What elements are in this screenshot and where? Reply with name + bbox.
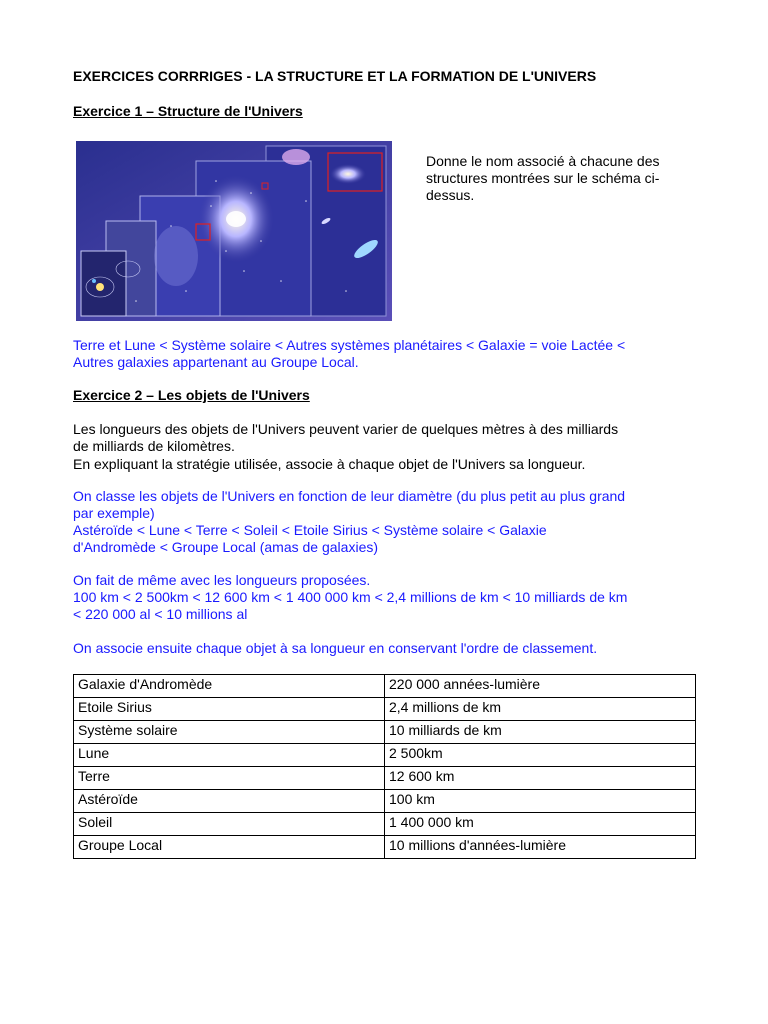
exercise-2-answer-2-line-1: On fait de même avec les longueurs proposées. bbox=[73, 572, 371, 588]
table-row bbox=[74, 675, 696, 698]
exercise-1-question-line-3: dessus. bbox=[426, 187, 475, 203]
object-name-cell: Terre bbox=[74, 767, 385, 790]
exercise-2-answer-1-line-4: d'Andromède < Groupe Local (amas de galaxies) bbox=[73, 539, 379, 555]
exercise-1-answer-line-2: Autres galaxies appartenant au Groupe Local. bbox=[73, 354, 359, 370]
exercise-1-question-line-2: structures montrées sur le schéma ci- bbox=[426, 170, 660, 186]
object-length-cell: 12 600 km bbox=[385, 767, 696, 790]
exercise-2-intro-line-1: Les longueurs des objets de l'Univers peuvent varier de quelques mètres à des milliards bbox=[73, 421, 619, 437]
table-row bbox=[74, 721, 696, 744]
object-name-cell: Galaxie d'Andromède bbox=[74, 675, 385, 698]
object-name-cell: Soleil bbox=[74, 813, 385, 836]
object-length-cell: 100 km bbox=[385, 790, 696, 813]
table-row bbox=[74, 698, 696, 721]
object-length-cell: 2 500km bbox=[385, 744, 696, 767]
page-title: EXERCICES CORRRIGES - LA STRUCTURE ET LA FORMATION DE L'UNIVERS bbox=[73, 68, 597, 84]
object-length-cell: 1 400 000 km bbox=[385, 813, 696, 836]
object-length-table bbox=[73, 674, 696, 859]
exercise-2-heading: Exercice 2 – Les objets de l'Univers bbox=[73, 387, 310, 403]
exercise-2-intro-line-3: En expliquant la stratégie utilisée, associe à chaque objet de l'Univers sa longueur. bbox=[73, 456, 586, 472]
exercise-2-answer-2-line-3: < 220 000 al < 10 millions al bbox=[73, 606, 248, 622]
object-length-cell: 10 millions d'années-lumière bbox=[385, 836, 696, 859]
exercise-1-answer-line-1: Terre et Lune < Système solaire < Autres systèmes planétaires < Galaxie = voie Lactée < bbox=[73, 337, 626, 353]
exercise-2-answer-3: On associe ensuite chaque objet à sa longueur en conservant l'ordre de classement. bbox=[73, 640, 598, 656]
table-row bbox=[74, 813, 696, 836]
object-name-cell: Astéroïde bbox=[74, 790, 385, 813]
table-row bbox=[74, 767, 696, 790]
object-length-cell: 2,4 millions de km bbox=[385, 698, 696, 721]
object-name-cell: Etoile Sirius bbox=[74, 698, 385, 721]
exercise-1-question-line-1: Donne le nom associé à chacune des bbox=[426, 153, 660, 169]
object-name-cell: Lune bbox=[74, 744, 385, 767]
exercise-2-answer-1-line-2: par exemple) bbox=[73, 505, 155, 521]
object-name-cell: Système solaire bbox=[74, 721, 385, 744]
object-length-cell: 10 milliards de km bbox=[385, 721, 696, 744]
table-row bbox=[74, 744, 696, 767]
object-length-cell: 220 000 années-lumière bbox=[385, 675, 696, 698]
exercise-2-answer-2-line-2: 100 km < 2 500km < 12 600 km < 1 400 000 km < 2,4 millions de km < 10 milliards de km bbox=[73, 589, 628, 605]
exercise-1-heading: Exercice 1 – Structure de l'Univers bbox=[73, 103, 303, 119]
universe-structure-figure bbox=[76, 141, 392, 321]
table-row bbox=[74, 790, 696, 813]
exercise-2-answer-1-line-3: Astéroïde < Lune < Terre < Soleil < Etoile Sirius < Système solaire < Galaxie bbox=[73, 522, 547, 538]
exercise-2-answer-1-line-1: On classe les objets de l'Univers en fonction de leur diamètre (du plus petit au plus grand bbox=[73, 488, 626, 504]
object-name-cell: Groupe Local bbox=[74, 836, 385, 859]
table-row bbox=[74, 836, 696, 859]
exercise-2-intro-line-2: de milliards de kilomètres. bbox=[73, 438, 235, 454]
